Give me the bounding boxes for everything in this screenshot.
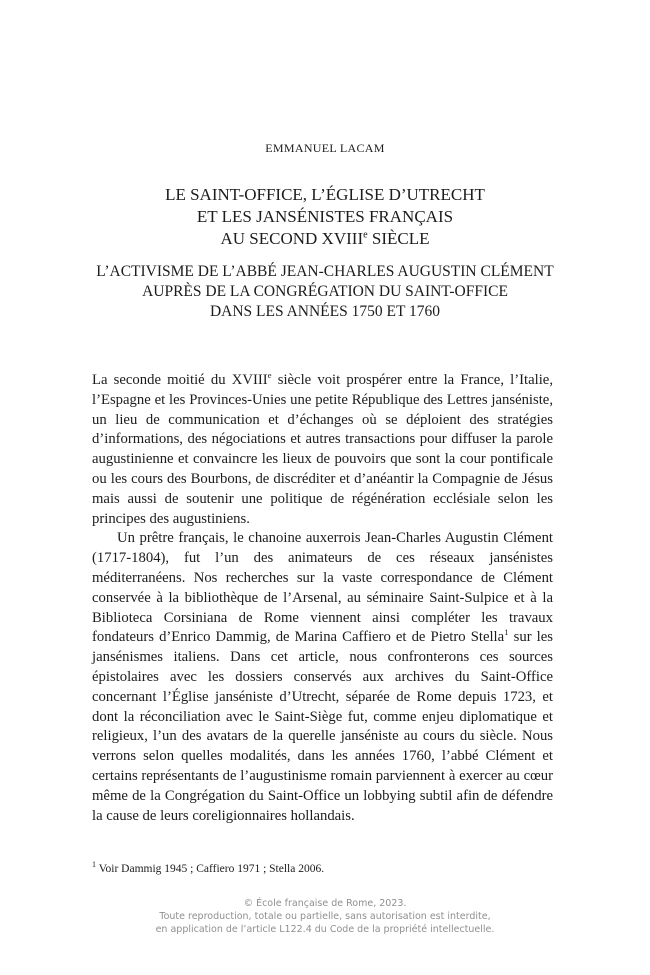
subtitle-line-2: AUPRÈS DE LA CONGRÉGATION DU SAINT-OFFICE — [142, 283, 508, 300]
subtitle-line-1: L’ACTIVISME DE L’ABBÉ JEAN-CHARLES AUGUSTIN CLÉMENT — [96, 263, 554, 280]
copyright-notice — [0, 897, 650, 936]
article-title — [60, 184, 590, 250]
paragraph-1-start: La seconde moitié du XVIII — [92, 372, 268, 388]
footnote-text: Voir Dammig 1945 ; Caffiero 1971 ; Stella 2006. — [96, 863, 325, 875]
copyright-line-3: en application de l’article L122.4 du Code de la propriété intellectuelle. — [155, 924, 495, 935]
paragraph-2-start: Un prêtre français, le chanoine auxerrois Jean-Charles Augustin Clément (1717-1804), fut l’un des animateurs de ces réseaux jansénistes méditerranéens. Nos recherches sur la vaste correspondance de Clément conservée à la bibliothèque de l’Arsenal, au séminaire Saint-Sulpice et à la Biblioteca Corsiniana de Rome viennent ainsi compléter les travaux fondateurs d’Enrico Dammig, de Marina Caffiero et de Pietro Stella — [92, 530, 553, 646]
title-line-3-suffix: SIÈCLE — [367, 229, 430, 248]
paragraph-1 — [92, 371, 553, 529]
footnote — [92, 862, 553, 877]
title-line-3-prefix: AU SECOND XVIII — [220, 229, 364, 248]
author-name: EMMANUEL LACAM — [265, 141, 385, 155]
paragraph-2-rest: sur les jansénismes italiens. Dans cet article, nous confronterons ces sources épistolaires avec les dossiers conservés aux archives du Saint-Office concernant l’Église janséniste d’Utrecht, séparée de Rome depuis 1723, et dont la réconciliation avec le Saint-Siège fut, comme enjeu diplomatique et religieux, l’un des avatars de la querelle janséniste au cours du siècle. Nous verrons selon quelles modalités, dans les années 1760, l’abbé Clément et certains représentants de l’augustinisme romain parviennent à exercer au cœur même de la Congrégation du Saint-Office un lobbying subtil afin de défendre la cause de leurs coreligionnaires hollandais. — [92, 629, 553, 824]
paragraph-1-rest: siècle voit prospérer entre la France, l’Italie, l’Espagne et les Provinces-Unies une petite République des Lettres janséniste, un lieu de communication et d’échanges où se déploient des stratégies d’informations, des négociations et autres transactions pour diffuser la parole augustinienne et convaincre les lieux de pouvoirs que sont la cour pontificale ou les cours des Bourbons, de discréditer et d’anéantir la Compagnie de Jésus mais aussi de soutenir une politique de régénération ecclésiale selon les principes des augustiniens. — [92, 372, 553, 527]
century-superscript: e — [267, 370, 272, 381]
footnote-reference: 1 — [504, 627, 509, 638]
title-century-superscript: e — [363, 229, 368, 241]
copyright-line-1: © École française de Rome, 2023. — [243, 898, 407, 909]
title-line-3 — [60, 228, 590, 250]
title-line-1: LE SAINT-OFFICE, L’ÉGLISE D’UTRECHT — [165, 185, 485, 204]
body-text — [92, 371, 553, 826]
paragraph-2 — [92, 529, 553, 826]
title-line-2: ET LES JANSÉNISTES FRANÇAIS — [196, 207, 454, 226]
article-subtitle — [40, 262, 610, 322]
footnote-number: 1 — [92, 860, 97, 870]
copyright-line-2: Toute reproduction, totale ou partielle, sans autorisation est interdite, — [159, 911, 491, 922]
subtitle-line-3: DANS LES ANNÉES 1750 ET 1760 — [209, 303, 441, 320]
